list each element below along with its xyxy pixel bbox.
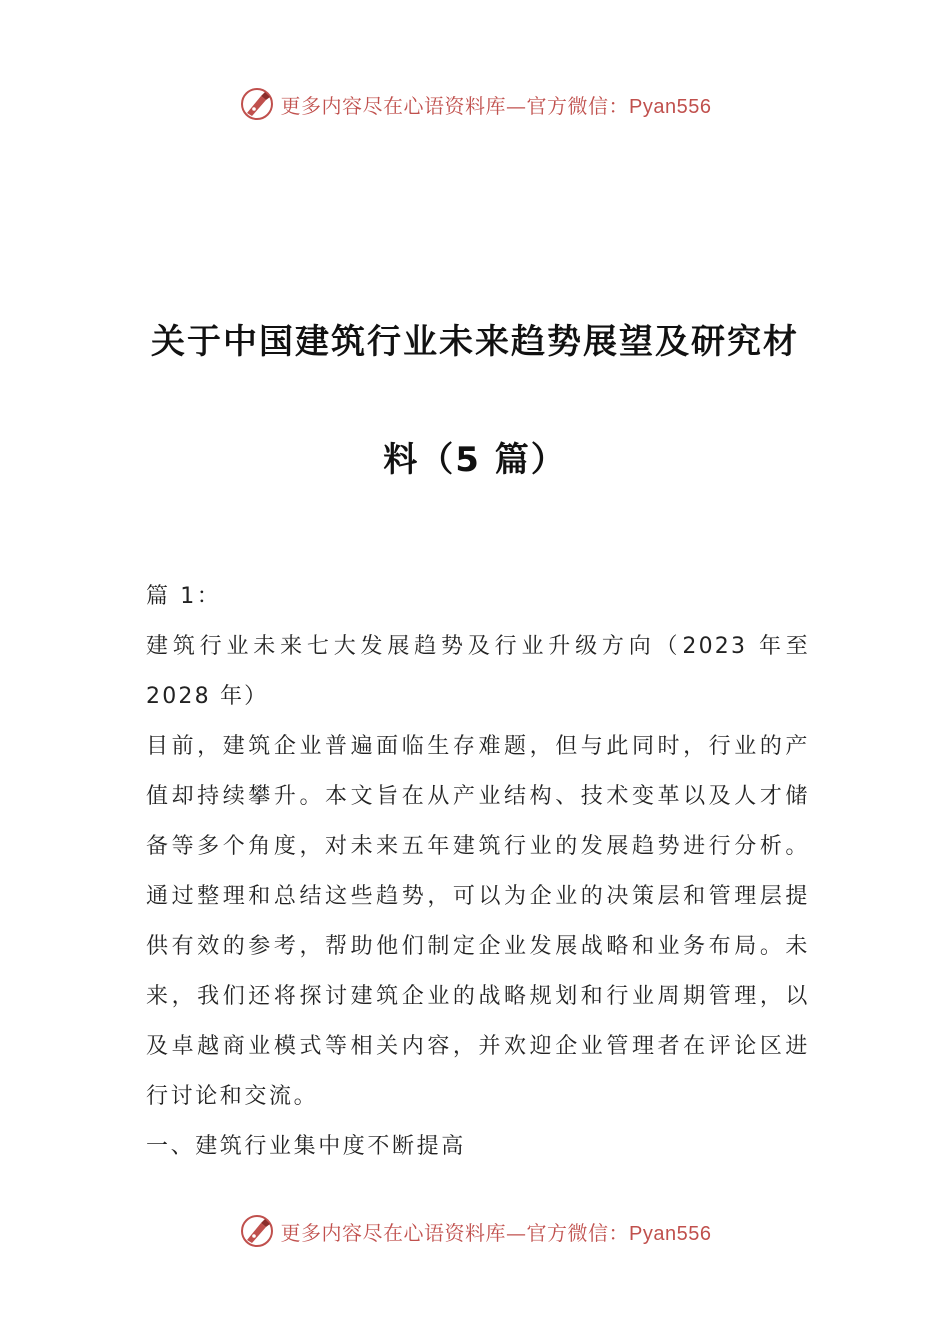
wechat-id: Pyan556 bbox=[629, 1222, 712, 1245]
section-heading-1: 一、建筑行业集中度不断提高 bbox=[146, 1134, 466, 1159]
banner-text: 更多内容尽在心语资料库—官方微信：Pyan556 bbox=[280, 93, 712, 118]
document-title-line-2: 料（5 篇） bbox=[383, 440, 567, 480]
pen-nib-logo-icon bbox=[239, 1213, 275, 1249]
banner-text: 更多内容尽在心语资料库—官方微信：Pyan556 bbox=[280, 1220, 712, 1245]
section-label: 篇 1： bbox=[146, 584, 222, 609]
intro-paragraph: 目前，建筑企业普遍面临生存难题，但与此同时，行业的产值却持续攀升。本文旨在从产业结构、技术变革以及人才储备等多个角度，对未来五年建筑行业的发展趋势进行分析。通过整理和总结这些趋势，可以为企业的决策层和管理层提供有效的参考，帮助他们制定企业发展战略和业务布局。未来，我们还将探讨建筑企业的战略规划和行业周期管理，以及卓越商业模式等相关内容，并欢迎企业管理者在评论区进行讨论和交流。 bbox=[146, 734, 810, 1109]
header-banner bbox=[0, 84, 950, 124]
pen-nib-logo-icon bbox=[239, 86, 275, 122]
footer-banner bbox=[0, 1211, 950, 1251]
wechat-id: Pyan556 bbox=[629, 95, 712, 118]
section-subtitle: 建筑行业未来七大发展趋势及行业升级方向（2023 年至 2028 年） bbox=[146, 634, 810, 709]
document-body bbox=[146, 572, 810, 1172]
document-title-line-1: 关于中国建筑行业未来趋势展望及研究材 bbox=[151, 322, 799, 362]
